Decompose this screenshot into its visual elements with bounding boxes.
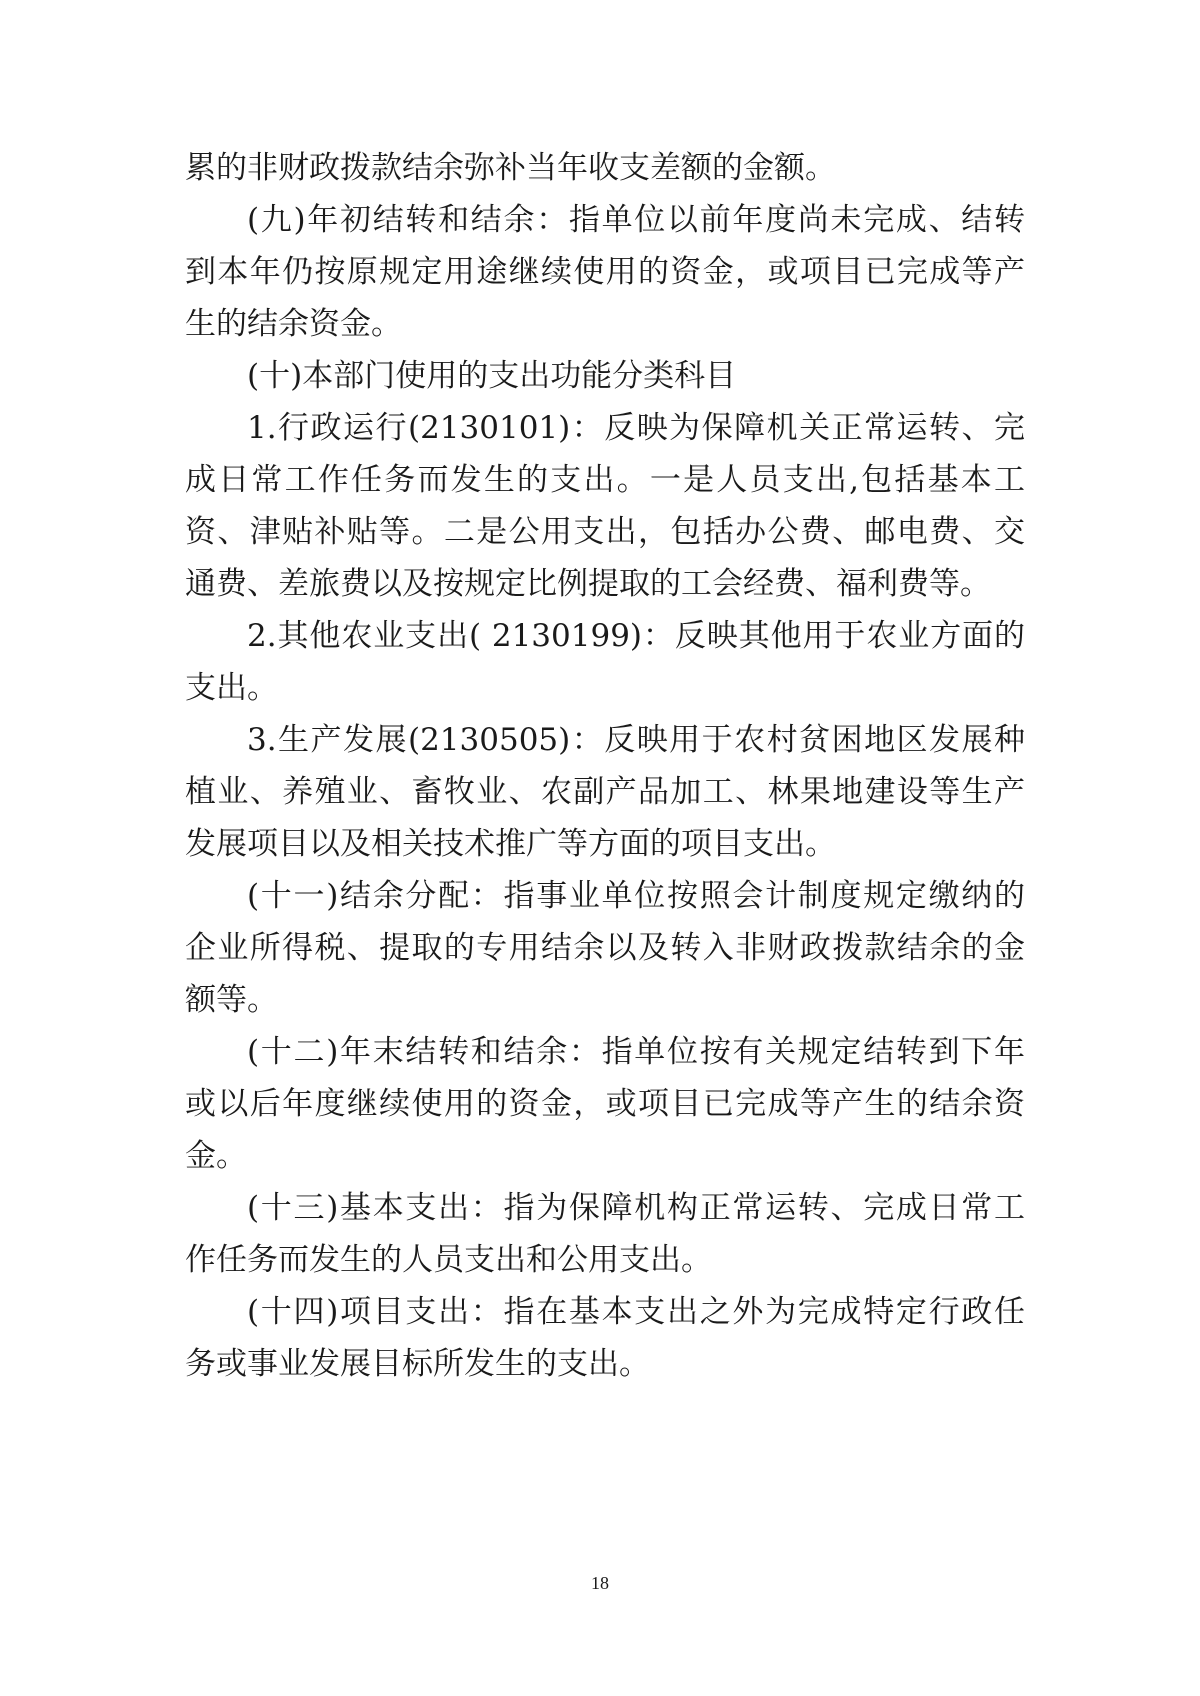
- text-line: (十三)基本支出：指为保障机构正常运转、完成日常工: [247, 1190, 1025, 1226]
- text-line: 企业所得税、提取的专用结余以及转入非财政拨款结余的金: [185, 930, 1025, 966]
- text-line: 2.其他农业支出( 2130199)：反映其他用于农业方面的: [247, 618, 1025, 654]
- text-line: 作任务而发生的人员支出和公用支出。: [185, 1242, 712, 1278]
- text-line: 资、津贴补贴等。二是公用支出，包括办公费、邮电费、交: [185, 514, 1025, 550]
- text-line: 额等。: [185, 982, 278, 1018]
- text-line: 3.生产发展(2130505)：反映用于农村贫困地区发展种: [247, 722, 1025, 758]
- text-line: 支出。: [185, 670, 278, 706]
- text-line: 累的非财政拨款结余弥补当年收支差额的金额。: [185, 150, 836, 186]
- text-line: 到本年仍按原规定用途继续使用的资金，或项目已完成等产: [185, 254, 1025, 290]
- text-line: (十四)项目支出：指在基本支出之外为完成特定行政任: [247, 1294, 1025, 1330]
- text-line: 成日常工作任务而发生的支出。一是人员支出,包括基本工: [185, 462, 1025, 498]
- text-line: 通费、差旅费以及按规定比例提取的工会经费、福利费等。: [185, 566, 991, 602]
- text-line: (九)年初结转和结余：指单位以前年度尚未完成、结转: [247, 202, 1025, 238]
- text-line: (十一)结余分配：指事业单位按照会计制度规定缴纳的: [247, 878, 1025, 914]
- text-line: 植业、养殖业、畜牧业、农副产品加工、林果地建设等生产: [185, 774, 1025, 810]
- text-line: 金。: [185, 1138, 247, 1174]
- text-line: 或以后年度继续使用的资金，或项目已完成等产生的结余资: [185, 1086, 1025, 1122]
- text-line: (十)本部门使用的支出功能分类科目: [247, 358, 737, 394]
- text-line: 发展项目以及相关技术推广等方面的项目支出。: [185, 826, 836, 862]
- text-line: (十二)年末结转和结余：指单位按有关规定结转到下年: [247, 1034, 1025, 1070]
- text-line: 生的结余资金。: [185, 306, 402, 342]
- text-line: 务或事业发展目标所发生的支出。: [185, 1346, 650, 1382]
- page-number: 18: [591, 1573, 609, 1593]
- text-line: 1.行政运行(2130101)：反映为保障机关正常运转、完: [247, 410, 1025, 446]
